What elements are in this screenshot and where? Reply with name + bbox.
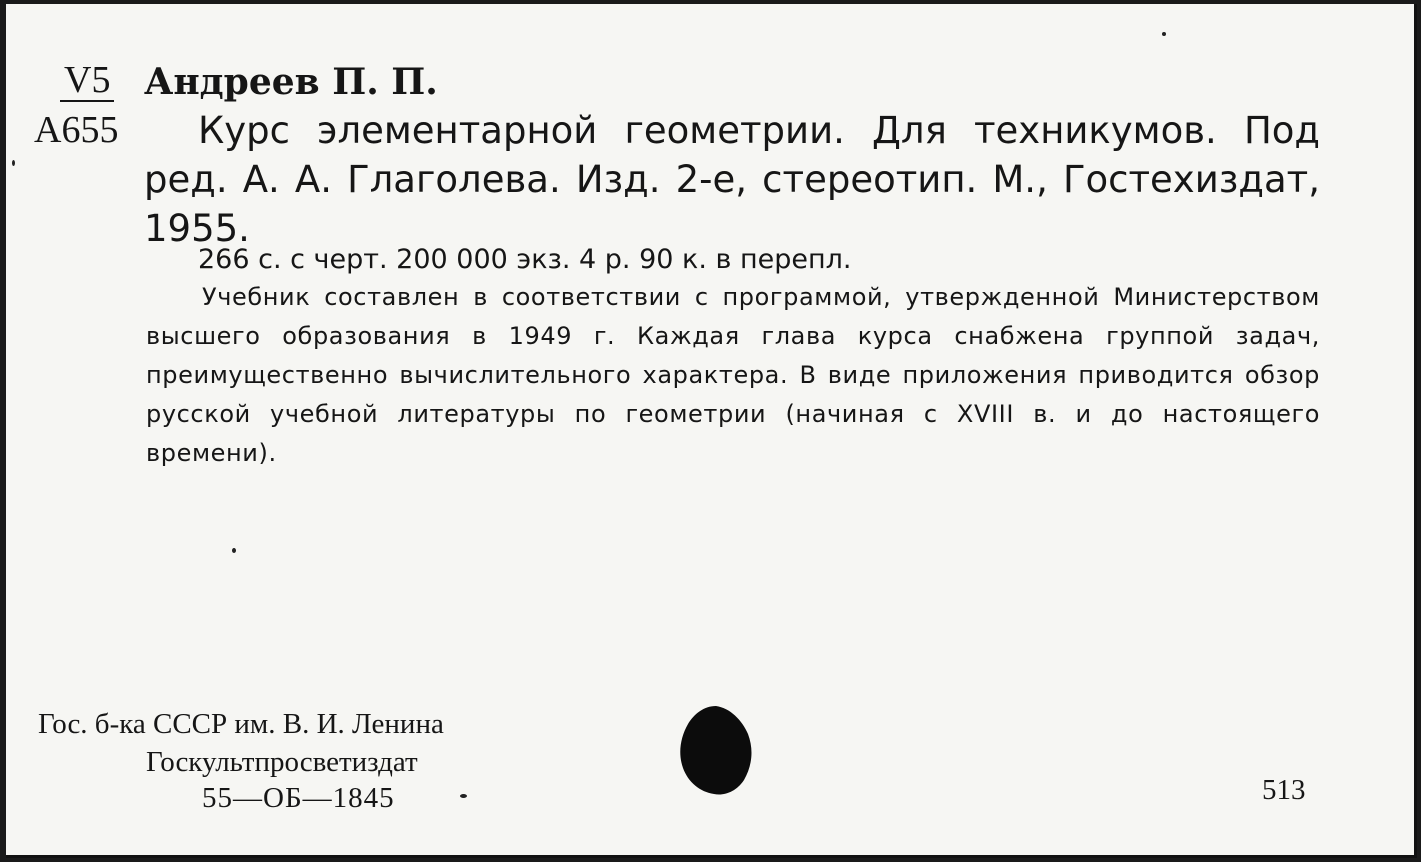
ink-speck — [1162, 32, 1166, 36]
punch-hole-icon — [678, 704, 754, 796]
author-mark: А655 — [34, 109, 119, 151]
title-description — [144, 106, 1320, 253]
annotation-text: Учебник составлен в соответствии с программой, утвержденной Министерством высшего образования в 1949 г. Каждая глава курса снабжена группой задач, преимущественно вычислительного характера. В виде приложения приводится обзор русской учебной литературы по геометрии (начиная с XVIII в. и до настоящего времени). — [146, 283, 1320, 467]
physical-description: 266 с. с черт. 200 000 экз. 4 р. 90 к. в перепл. — [198, 244, 852, 275]
ink-speck — [232, 548, 236, 553]
ink-speck — [460, 794, 467, 798]
author-heading: Андреев П. П. — [144, 61, 438, 103]
order-number: 55—ОБ—1845 — [202, 782, 395, 814]
card-number: 513 — [1262, 774, 1306, 806]
annotation — [146, 278, 1320, 473]
classification-index: V5 — [60, 60, 114, 102]
library-name: Гос. б-ка СССР им. В. И. Ленина — [38, 708, 444, 740]
title-text: Курс элементарной геометрии. Для техникумов. Под ред. А. А. Глаголева. Изд. 2-е, стереотип. М., Гостехиздат, 1955. — [144, 109, 1320, 250]
catalog-card — [6, 4, 1417, 858]
card-publisher: Госкультпросветиздат — [146, 746, 418, 778]
ink-speck — [12, 160, 15, 166]
